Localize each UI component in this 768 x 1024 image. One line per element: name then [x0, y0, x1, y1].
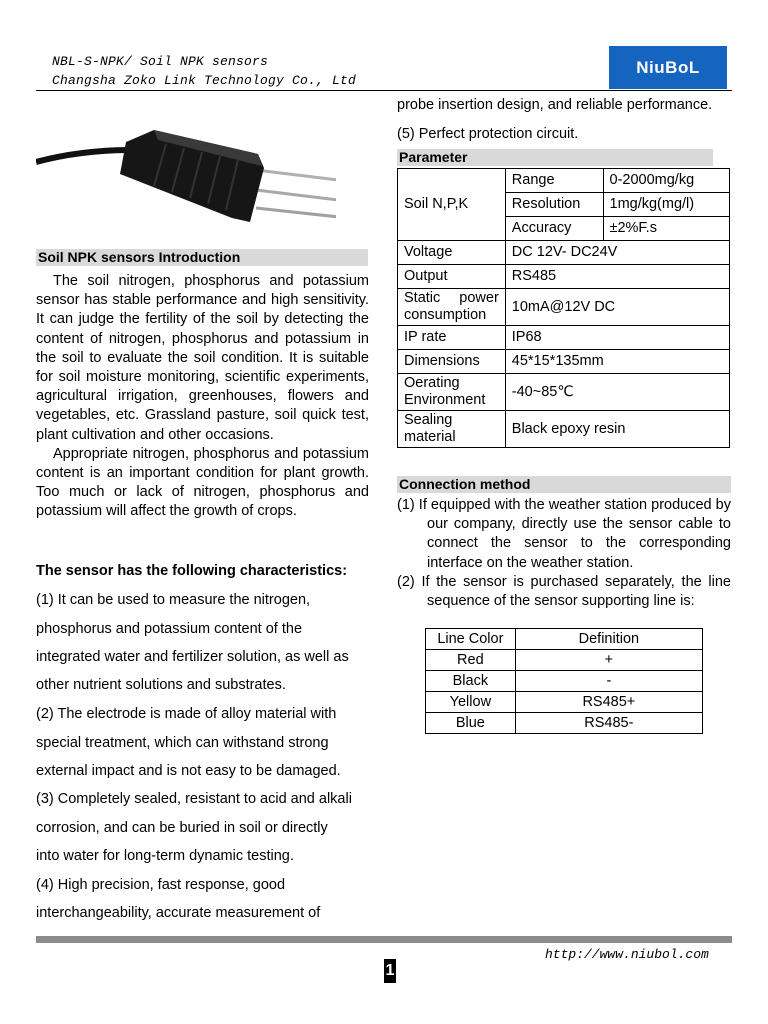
- table-row: [398, 326, 730, 350]
- characteristic-line: integrated water and fertilizer solution, as well as: [36, 649, 349, 665]
- line-definition: RS485+: [515, 692, 702, 713]
- characteristic-line: special treatment, which can withstand strong: [36, 735, 329, 751]
- table-row: [426, 713, 703, 734]
- line-color: Red: [426, 650, 516, 671]
- characteristic-line: (2) The electrode is made of alloy material with: [36, 706, 337, 722]
- param-name: Accuracy: [505, 217, 603, 241]
- sensor-product-image: [36, 110, 336, 240]
- connection-item: (2) If the sensor is purchased separately, the line sequence of the sensor supporting line is:: [397, 573, 731, 610]
- table-header-row: [426, 629, 703, 650]
- param-name: Voltage: [398, 241, 506, 265]
- line-color-table: [425, 628, 703, 734]
- param-name: Static power consumption: [398, 289, 506, 326]
- param-name: IP rate: [398, 326, 506, 350]
- table-row: [398, 289, 730, 326]
- characteristic-line: into water for long-term dynamic testing.: [36, 848, 294, 864]
- characteristic-line: other nutrient solutions and substrates.: [36, 677, 286, 693]
- param-name: Oerating Environment: [398, 374, 506, 411]
- param-value: 1mg/kg(mg/l): [603, 193, 730, 217]
- brand-logo: [609, 46, 727, 89]
- npk-label: Soil N,P,K: [398, 169, 506, 241]
- param-value: RS485: [505, 265, 729, 289]
- intro-body: [36, 272, 369, 522]
- param-name: Sealing material: [398, 411, 506, 448]
- page-number: 1: [384, 959, 396, 983]
- param-value: Black epoxy resin: [505, 411, 729, 448]
- table-row: [426, 692, 703, 713]
- param-name: Resolution: [505, 193, 603, 217]
- characteristic-continued: probe insertion design, and reliable performance.: [397, 97, 713, 113]
- table-row: [398, 169, 730, 193]
- characteristic-line: interchangeability, accurate measurement of: [36, 905, 321, 921]
- table-row: [426, 650, 703, 671]
- footer-bar: [36, 936, 732, 943]
- line-color: Black: [426, 671, 516, 692]
- param-value: 45*15*135mm: [505, 350, 729, 374]
- line-color: Yellow: [426, 692, 516, 713]
- param-value: -40~85℃: [505, 374, 729, 411]
- connection-body: [397, 496, 731, 611]
- footer-url[interactable]: http://www.niubol.com: [545, 947, 709, 962]
- characteristic-line: corrosion, and can be buried in soil or directly: [36, 820, 328, 836]
- table-row: [426, 671, 703, 692]
- table-row: [398, 350, 730, 374]
- characteristic-line: (3) Completely sealed, resistant to acid and alkali: [36, 791, 352, 807]
- param-value: DC 12V- DC24V: [505, 241, 729, 265]
- intro-paragraph: The soil nitrogen, phosphorus and potassium sensor has stable performance and high sensitivity. It can judge the fertility of the soil by detecting the content of nitrogen, phosphorus and potassium in the soil to evaluate the soil condition. It is suitable for soil moisture monitoring, scientific experiments, agricultural irrigation, greenhouses, flowers and vegetables, etc. Grassland pasture, soil quick test, plant cultivation and other occasions.: [36, 273, 369, 443]
- table-row: [398, 374, 730, 411]
- characteristics-title: The sensor has the following characteristics:: [36, 563, 348, 579]
- header-product-line: NBL-S-NPK/ Soil NPK sensors: [52, 54, 269, 69]
- parameter-table: [397, 168, 730, 448]
- line-definition: RS485-: [515, 713, 702, 734]
- column-header: Definition: [515, 629, 702, 650]
- line-color: Blue: [426, 713, 516, 734]
- param-value: 10mA@12V DC: [505, 289, 729, 326]
- param-name: Range: [505, 169, 603, 193]
- table-row: [398, 241, 730, 265]
- intro-paragraph: Appropriate nitrogen, phosphorus and potassium content is an important condition for plant growth. Too much or lack of nitrogen, phosphorus and potassium will affect the growth of crops.: [36, 445, 369, 520]
- parameter-title: Parameter: [397, 149, 713, 166]
- header-company-line: Changsha Zoko Link Technology Co., Ltd: [52, 73, 357, 88]
- characteristic-line: phosphorus and potassium content of the: [36, 621, 303, 637]
- connection-title: Connection method: [397, 476, 731, 493]
- characteristic-continued: (5) Perfect protection circuit.: [397, 126, 579, 142]
- column-header: Line Color: [426, 629, 516, 650]
- characteristic-line: (4) High precision, fast response, good: [36, 877, 286, 893]
- connection-item: (1) If equipped with the weather station produced by our company, directly use the sensor cable to connect the sensor to the corresponding interface on the weather station.: [397, 497, 731, 571]
- line-definition: -: [515, 671, 702, 692]
- param-value: 0-2000mg/kg: [603, 169, 730, 193]
- line-definition: +: [515, 650, 702, 671]
- param-value: ±2%F.s: [603, 217, 730, 241]
- param-name: Output: [398, 265, 506, 289]
- param-name: Dimensions: [398, 350, 506, 374]
- table-row: [398, 265, 730, 289]
- characteristic-line: external impact and is not easy to be damaged.: [36, 763, 341, 779]
- param-value: IP68: [505, 326, 729, 350]
- table-row: [398, 411, 730, 448]
- header-rule: [36, 90, 732, 91]
- intro-title: Soil NPK sensors Introduction: [36, 249, 368, 266]
- logo-text: NiuBoL: [636, 57, 700, 77]
- characteristic-line: (1) It can be used to measure the nitrogen,: [36, 592, 311, 608]
